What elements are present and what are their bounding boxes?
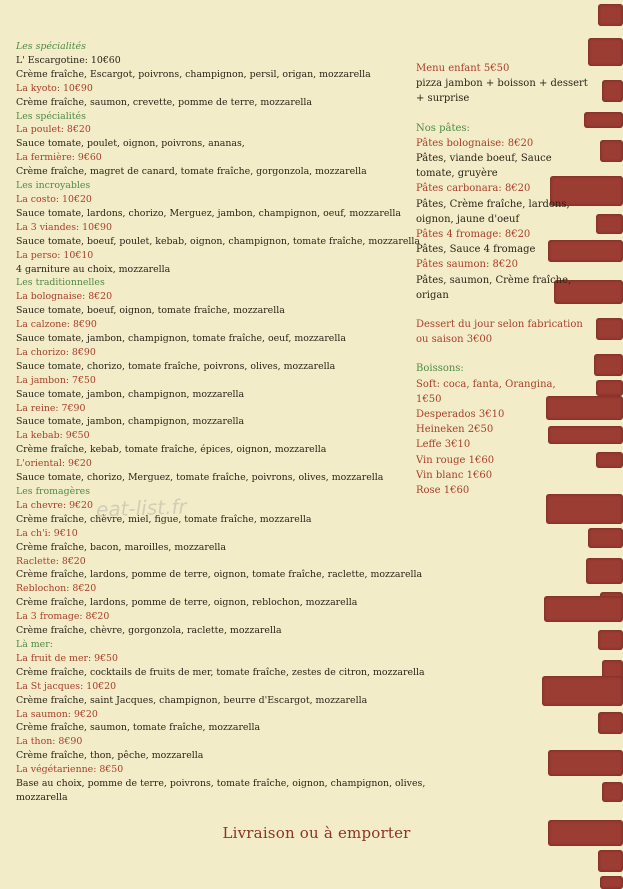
brick xyxy=(584,112,623,128)
menu-item-description: Pâtes, viande boeuf, Sauce xyxy=(416,153,552,165)
menu-item-description: tomate, gruyère xyxy=(416,168,498,180)
pizza-ingredients: 4 garniture au choix, mozzarella xyxy=(16,263,171,275)
menu-item-price: Vin blanc 1€60 xyxy=(416,469,493,481)
pizza-name-price: Raclette: 8€20 xyxy=(16,555,86,567)
pizza-ingredients: Crème fraîche, chèvre, gorgonzola, raclette, mozzarella xyxy=(16,625,282,637)
menu-item-price: Leffe 3€10 xyxy=(416,439,471,451)
menu-block xyxy=(416,121,588,303)
menu-item-description: oignon, jaune d'oeuf xyxy=(416,213,520,225)
pizza-ingredients: Crème fraîche, thon, pêche, mozzarella xyxy=(16,750,204,762)
pizza-name-price: La chorizo: 8€90 xyxy=(16,346,96,358)
pizza-ingredients: Crème fraîche, lardons, pomme de terre, oignon, tomate fraîche, raclette, mozzarella xyxy=(16,569,423,581)
brick xyxy=(586,558,623,584)
pizza-name-price: La reine: 7€90 xyxy=(16,402,86,414)
pizza-name-price: La kebab: 9€50 xyxy=(16,430,90,442)
brick xyxy=(542,676,623,706)
pizza-name-price: La costo: 10€20 xyxy=(16,193,92,205)
pizza-name-price: La kyoto: 10€90 xyxy=(16,82,93,94)
pizza-name-price: La 3 viandes: 10€90 xyxy=(16,221,112,233)
menu-item-description: Pâtes, Crème fraîche, lardons, xyxy=(416,198,570,210)
section-heading: Boissons: xyxy=(416,363,464,375)
brick xyxy=(588,528,623,548)
brick xyxy=(598,712,623,734)
pizza-ingredients: Crème fraîche, saint Jacques, champignon, beurre d'Escargot, mozzarella xyxy=(16,694,368,706)
section-heading: Nos pâtes: xyxy=(416,122,470,134)
brick xyxy=(594,354,623,376)
pizza-ingredients: Crème fraîche, bacon, maroilles, mozzarella xyxy=(16,541,226,553)
pizza-name-price: La fermière: 9€60 xyxy=(16,152,102,164)
pizza-ingredients: Sauce tomate, lardons, chorizo, Merguez, jambon, champignon, oeuf, mozzarella xyxy=(16,207,402,219)
brick xyxy=(596,380,623,396)
pizza-name-price: La thon: 8€90 xyxy=(16,736,83,748)
menu-item-description: Pâtes, Sauce 4 fromage xyxy=(416,244,536,256)
pizza-ingredients: Crème fraîche, saumon, crevette, pomme de terre, mozzarella xyxy=(16,96,312,108)
brick xyxy=(596,214,623,234)
menu-item-price: Pâtes saumon: 8€20 xyxy=(416,259,518,271)
brick xyxy=(600,876,623,889)
delivery-footer xyxy=(0,824,623,842)
section-heading: Les fromagères xyxy=(16,486,91,497)
pizza-name-price: La 3 fromage: 8€20 xyxy=(16,611,110,623)
menu-block xyxy=(416,61,588,107)
menu-item-price: ou saison 3€00 xyxy=(416,334,493,346)
pizza-name-price: La calzone: 8€90 xyxy=(16,319,97,331)
brick xyxy=(596,452,623,468)
menu-item-description: origan xyxy=(416,289,449,301)
menu-block xyxy=(416,361,588,498)
menu-item-price: Menu enfant 5€50 xyxy=(416,63,510,74)
block-spacer xyxy=(416,347,588,361)
pizza-name-price: La saumon: 9€20 xyxy=(16,708,98,720)
pizza-name-price: La poulet: 8€20 xyxy=(16,124,91,136)
brick xyxy=(596,318,623,340)
menu-block xyxy=(416,317,588,347)
section-heading: Les spécialités xyxy=(16,41,86,52)
menu-item-description: pizza jambon + boisson + dessert xyxy=(416,78,588,90)
extras-menu-column xyxy=(416,61,588,498)
block-spacer xyxy=(416,107,588,121)
pizza-name-price: L' Escargotine: 10€60 xyxy=(16,54,121,66)
pizza-ingredients: Sauce tomate, jambon, champignon, mozzarella xyxy=(16,416,245,428)
brick xyxy=(548,750,623,776)
menu-item-price: Heineken 2€50 xyxy=(416,424,494,436)
pizza-name-price: La perso: 10€10 xyxy=(16,249,94,261)
section-heading: Les traditionnelles xyxy=(16,277,105,289)
pizza-ingredients: Sauce tomate, chorizo, tomate fraîche, poivrons, olives, mozzarella xyxy=(16,360,336,372)
brick xyxy=(598,850,623,872)
pizza-ingredients: Sauce tomate, boeuf, poulet, kebab, oignon, champignon, tomate fraîche, mozzarella xyxy=(16,235,420,247)
pizza-ingredients: Sauce tomate, poulet, oignon, poivrons, ananas, xyxy=(16,138,245,150)
menu-item-description: + surprise xyxy=(416,93,470,105)
pizza-name-price: La fruit de mer: 9€50 xyxy=(16,652,118,664)
pizza-ingredients: Sauce tomate, chorizo, Merguez, tomate fraîche, poivrons, olives, mozzarella xyxy=(16,472,384,484)
section-heading: Là mer: xyxy=(16,638,53,650)
menu-item-description: Pâtes, saumon, Crème fraîche, xyxy=(416,274,572,286)
brick xyxy=(600,140,623,162)
pizza-name-price: La St jacques: 10€20 xyxy=(16,680,117,692)
menu-item-price: Vin rouge 1€60 xyxy=(416,454,495,466)
block-spacer xyxy=(416,303,588,317)
menu-item-price: Soft: coca, fanta, Orangina, xyxy=(416,378,556,390)
pizza-name-price: Reblochon: 8€20 xyxy=(16,583,97,595)
menu-item-price: Desperados 3€10 xyxy=(416,409,505,421)
brick xyxy=(602,80,623,102)
pizza-ingredients: Sauce tomate, jambon, champignon, tomate fraîche, oeuf, mozzarella xyxy=(16,333,346,345)
section-heading: Les incroyables xyxy=(16,180,91,192)
pizza-ingredients: Crème fraîche, chèvre, miel, figue, tomate fraîche, mozzarella xyxy=(16,513,312,525)
brick xyxy=(544,596,623,622)
pizza-menu-column xyxy=(16,40,426,805)
delivery-footer-text: Livraison ou à emporter xyxy=(222,824,411,842)
pizza-name-price: La ch'i: 9€10 xyxy=(16,527,78,539)
pizza-name-price: La végétarienne: 8€50 xyxy=(16,764,124,776)
brick xyxy=(598,4,623,26)
pizza-ingredients: Crème fraîche, Escargot, poivrons, champignon, persil, origan, mozzarella xyxy=(16,68,371,80)
brick xyxy=(588,38,623,66)
pizza-name-price: L'oriental: 9€20 xyxy=(16,458,92,470)
menu-item-price: 1€50 xyxy=(416,393,442,405)
watermark: eat-list.fr xyxy=(95,494,188,522)
pizza-ingredients: Base au choix, pomme de terre, poivrons, tomate fraîche, oignon, champignon, olives, xyxy=(16,778,426,790)
menu-item-price: Pâtes carbonara: 8€20 xyxy=(416,183,531,195)
pizza-ingredients: Sauce tomate, boeuf, oignon, tomate fraîche, mozzarella xyxy=(16,305,285,317)
menu-item-price: Pâtes 4 fromage: 8€20 xyxy=(416,229,531,241)
pizza-ingredients: mozzarella xyxy=(16,791,68,803)
brick xyxy=(598,630,623,650)
section-heading: Les spécialités xyxy=(16,110,86,122)
brick xyxy=(546,494,623,524)
menu-item-price: Rose 1€60 xyxy=(416,485,470,497)
pizza-ingredients: Sauce tomate, jambon, champignon, mozzarella xyxy=(16,388,245,400)
menu-item-price: Dessert du jour selon fabrication xyxy=(416,319,583,331)
pizza-name-price: La chevre: 9€20 xyxy=(16,499,93,511)
pizza-name-price: La jambon: 7€50 xyxy=(16,374,96,386)
menu-item-price: Pâtes bolognaise: 8€20 xyxy=(416,137,534,149)
pizza-ingredients: Crème fraîche, lardons, pomme de terre, oignon, reblochon, mozzarella xyxy=(16,597,358,609)
pizza-ingredients: Crème fraîche, kebab, tomate fraîche, épices, oignon, mozzarella xyxy=(16,444,327,456)
pizza-ingredients: Crème fraîche, cocktails de fruits de mer, tomate fraîche, zestes de citron, mozzarella xyxy=(16,666,425,678)
pizza-ingredients: Crème fraîche, magret de canard, tomate fraîche, gorgonzola, mozzarella xyxy=(16,166,367,178)
pizza-name-price: La bolognaise: 8€20 xyxy=(16,291,113,303)
brick xyxy=(602,782,623,802)
pizza-ingredients: Crème fraîche, saumon, tomate fraîche, mozzarella xyxy=(16,722,261,734)
